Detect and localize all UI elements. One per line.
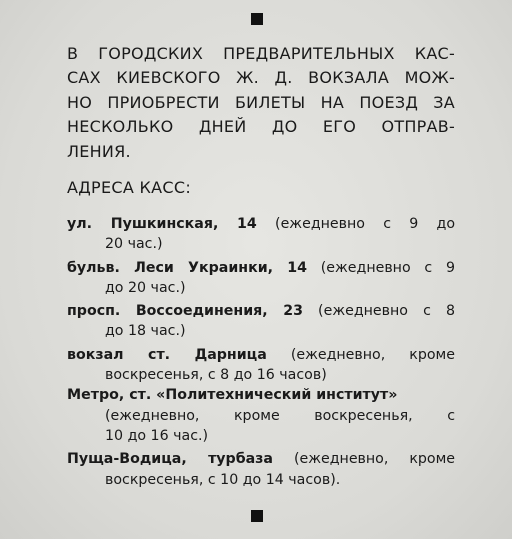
address-entry (67, 345, 455, 386)
intro-line: В ГОРОДСКИХ ПРЕДВАРИТЕЛЬНЫХ КАС- (67, 44, 455, 63)
address-name: вокзал ст. Дарница (67, 346, 267, 363)
bottom-square-marker (251, 510, 263, 522)
intro-line: САХ КИЕВСКОГО Ж. Д. ВОКЗАЛА МОЖ- (67, 68, 455, 88)
address-first-line (67, 345, 455, 365)
address-hours: (ежедневно, кроме (266, 346, 455, 363)
address-entry (67, 449, 455, 490)
address-continuation: до 20 час.) (105, 279, 186, 296)
address-continuation: воскресенья, с 10 до 14 часов). (105, 471, 341, 488)
address-continuation: до 18 час.) (105, 323, 186, 340)
address-continuation: 20 час.) (105, 236, 163, 253)
address-hours: (ежедневно с 9 (306, 259, 455, 276)
intro-line: НО ПРИОБРЕСТИ БИЛЕТЫ НА ПОЕЗД ЗА (67, 92, 455, 112)
address-hours: (ежедневно с 8 (302, 303, 456, 320)
address-first-line (67, 301, 455, 321)
address-entry (67, 385, 455, 446)
addresses-heading: АДРЕСА КАСС: (67, 178, 192, 197)
addresses-list (67, 214, 455, 490)
address-first-line (67, 258, 455, 278)
address-entry (67, 214, 455, 255)
address-name: Метро, ст. «Политехнический институт» (67, 387, 398, 404)
address-name: Пуща-Водица, турбаза (67, 451, 274, 468)
address-first-line (67, 214, 455, 234)
address-continuation: воскресенья, с 8 до 16 часов) (105, 367, 327, 384)
address-name: просп. Воссоединения, 23 (67, 303, 303, 320)
intro-line: НЕСКОЛЬКО ДНЕЙ ДО ЕГО ОТПРАВ- (67, 117, 455, 137)
address-entry (67, 258, 455, 299)
address-entry (67, 301, 455, 342)
intro-line: ЛЕНИЯ. (67, 141, 131, 161)
address-continuation: (ежедневно, кроме воскресенья, с (105, 407, 455, 424)
address-first-line (67, 449, 455, 469)
address-hours: (ежедневно, кроме (273, 451, 456, 468)
top-square-marker (251, 13, 263, 25)
address-continuation: 10 до 16 час.) (105, 427, 209, 444)
intro-paragraph (67, 42, 455, 164)
address-hours: (ежедневно с 9 до (256, 216, 455, 232)
address-first-line (67, 385, 455, 405)
address-name: ул. Пушкинская, 14 (67, 216, 257, 232)
address-name: бульв. Леси Украинки, 14 (67, 259, 307, 276)
